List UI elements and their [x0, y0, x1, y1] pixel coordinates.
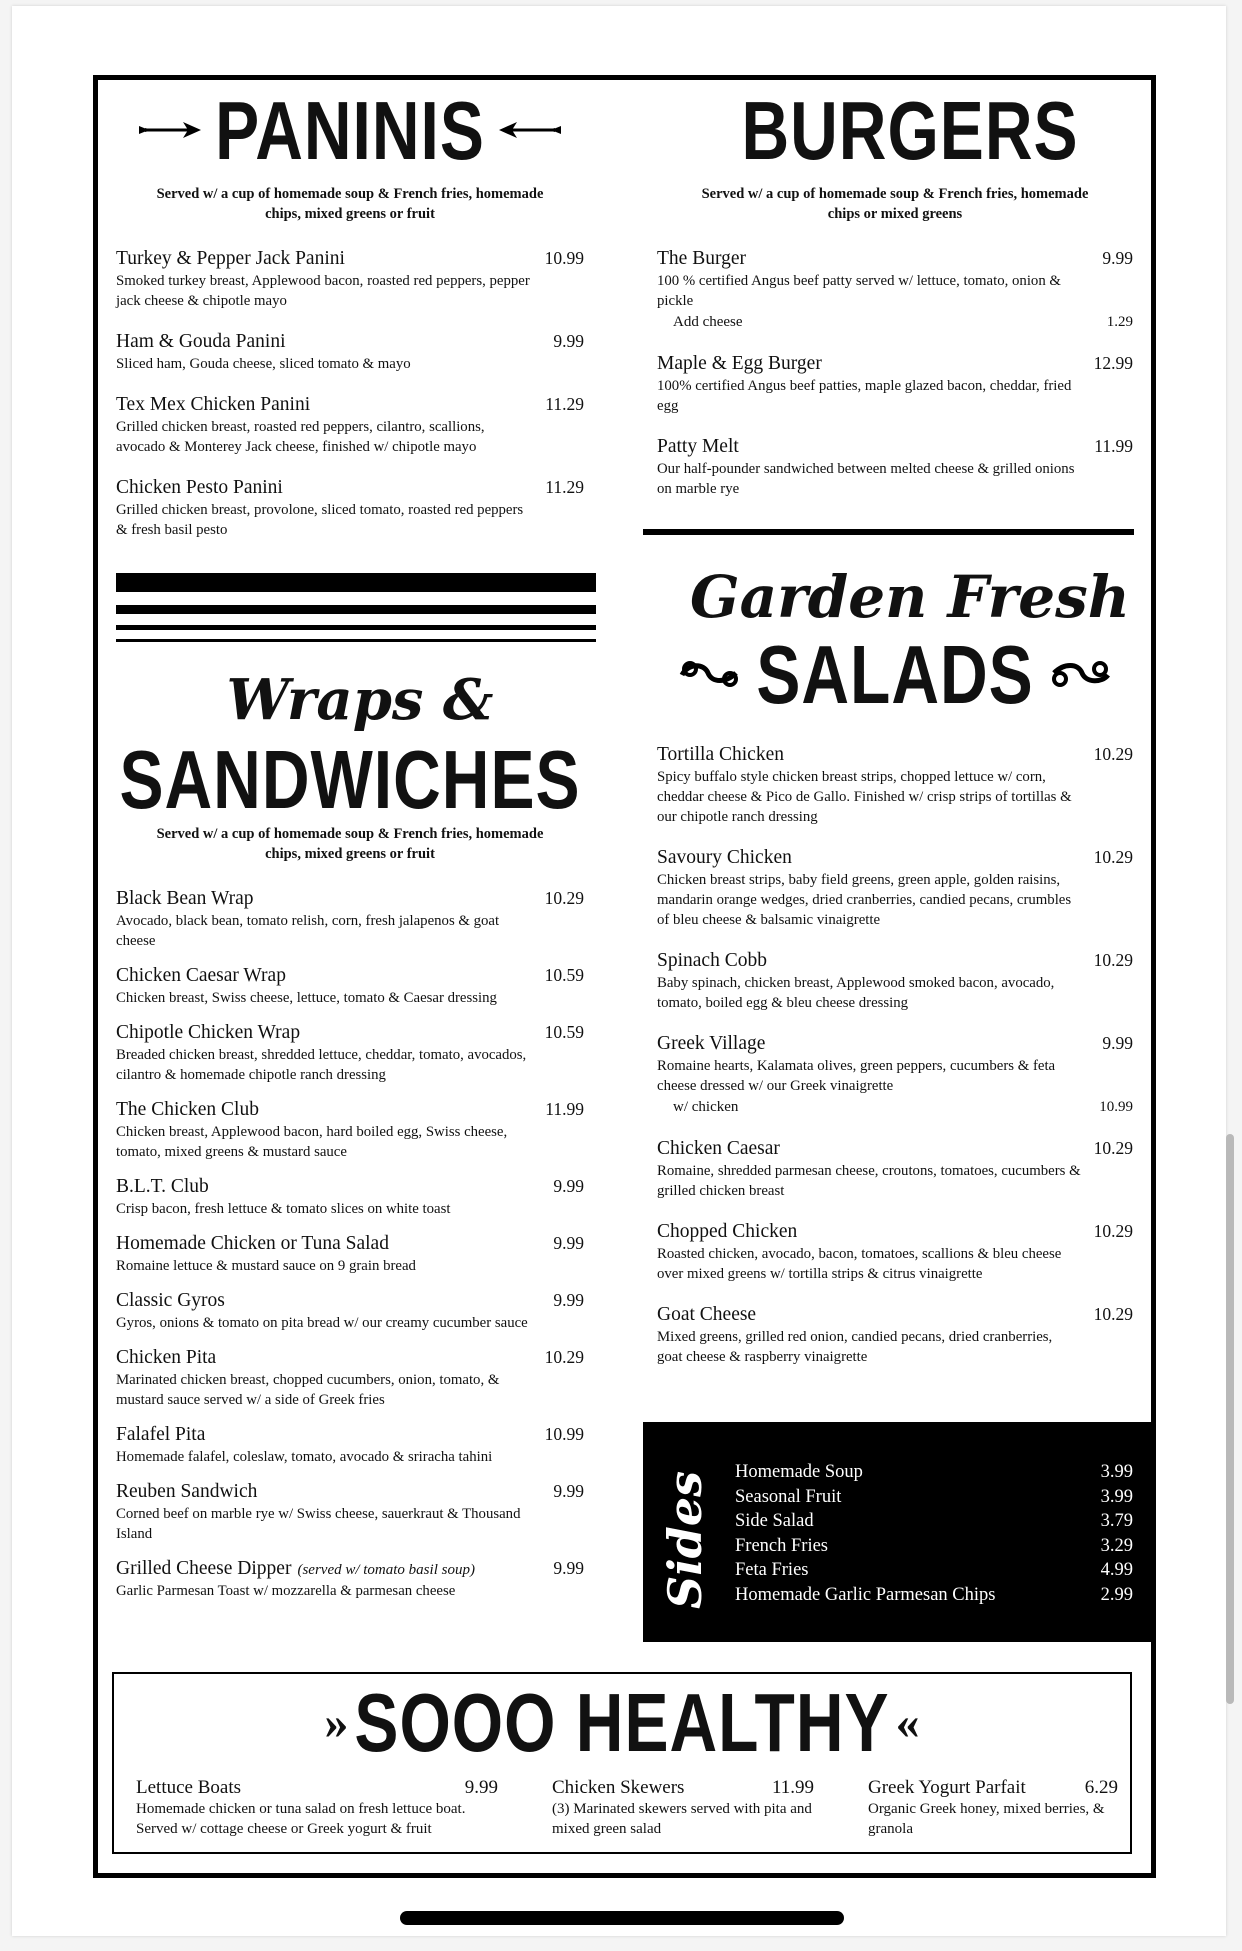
menu-item-name: Classic Gyros — [116, 1290, 225, 1311]
menu-item-name: Falafel Pita — [116, 1424, 206, 1445]
sides-title: Sides — [658, 1470, 712, 1610]
menu-item — [116, 475, 584, 540]
side-item-price: 4.99 — [1100, 1560, 1133, 1581]
wraps-section — [116, 667, 584, 1613]
burgers-banner — [657, 83, 1133, 177]
menu-item-price: 9.99 — [553, 1290, 584, 1310]
sides-box — [643, 1422, 1152, 1642]
menu-item-name: Spinach Cobb — [657, 950, 767, 971]
menu-item-name-wrap — [657, 846, 792, 870]
menu-item-description: Spicy buffalo style chicken breast strips, chopped lettuce w/ corn, cheddar cheese & Pico de Gallo. Finished w/ crisp strips of tortillas & our chipotle ranch dressing — [657, 769, 1072, 825]
side-item-name: Homemade Soup — [735, 1462, 863, 1482]
menu-item-description: 100 % certified Angus beef patty served w/ lettuce, tomato, onion & pickle — [657, 273, 1061, 309]
menu-item-name: The Chicken Club — [116, 1099, 259, 1120]
menu-item-price: 9.99 — [553, 1558, 584, 1578]
menu-item-name: Chicken Caesar — [657, 1138, 780, 1159]
menu-item-price: 9.99 — [1102, 248, 1133, 268]
side-item-name: Seasonal Fruit — [735, 1486, 842, 1507]
healthy-section — [112, 1672, 1132, 1854]
menu-item-name-wrap — [116, 1175, 209, 1199]
menu-item-description: Breaded chicken breast, shredded lettuce, cheddar, tomato, avocados, cilantro & homemade chipotle ranch dressing — [116, 1047, 527, 1083]
menu-item-name: Chicken Pesto Panini — [116, 477, 283, 498]
side-item — [735, 1534, 1133, 1559]
menu-item-description: Chicken breast, Swiss cheese, lettuce, tomato & Caesar dressing — [116, 990, 497, 1006]
menu-item-description: Crisp bacon, fresh lettuce & tomato slices on white toast — [116, 1201, 451, 1217]
salads-section — [657, 563, 1133, 1385]
menu-item-name-wrap — [657, 1032, 765, 1056]
menu-item — [116, 329, 584, 374]
menu-item — [116, 1556, 584, 1601]
menu-item-description: Homemade falafel, coleslaw, tomato, avocado & sriracha tahini — [116, 1449, 493, 1465]
side-item-price: 3.99 — [1100, 1486, 1133, 1507]
menu-item-description: Romaine, shredded parmesan cheese, croutons, tomatoes, cucumbers & grilled chicken breast — [657, 1163, 1081, 1199]
menu-item-name: The Burger — [657, 248, 746, 269]
menu-item-description: Grilled chicken breast, provolone, sliced tomato, roasted red peppers & fresh basil pesto — [116, 502, 524, 538]
menu-item-price: 10.59 — [544, 965, 584, 985]
menu-item-name-wrap — [657, 352, 822, 376]
menu-item-note: (served w/ tomato basil soup) — [297, 1562, 475, 1578]
healthy-banner — [114, 1675, 1130, 1769]
menu-item-name-wrap — [657, 743, 784, 767]
menu-item-description: Garlic Parmesan Toast w/ mozzarella & parmesan cheese — [116, 1583, 456, 1599]
paninis-banner — [116, 83, 584, 177]
decorative-stripes — [116, 573, 596, 653]
menu-item-price: 10.29 — [1093, 1138, 1133, 1158]
menu-item-name: Tortilla Chicken — [657, 744, 784, 765]
menu-item-name-wrap — [116, 330, 286, 354]
menu-item-name: B.L.T. Club — [116, 1176, 209, 1197]
menu-item — [657, 948, 1133, 1013]
menu-item-description: Corned beef on marble rye w/ Swiss cheese, sauerkraut & Thousand Island — [116, 1506, 521, 1542]
menu-item — [657, 845, 1133, 930]
menu-item-name-wrap — [657, 1303, 756, 1327]
menu-item-price: 9.99 — [553, 1481, 584, 1501]
side-item-name: French Fries — [735, 1535, 828, 1556]
menu-item-description: Avocado, black bean, tomato relish, corn, fresh jalapenos & goat cheese — [116, 913, 500, 949]
menu-item-name-wrap — [657, 949, 767, 973]
menu-item-price: 11.29 — [545, 477, 584, 497]
menu-item-description: 100% certified Angus beef patties, maple glazed bacon, cheddar, fried egg — [657, 378, 1072, 414]
menu-item — [116, 1479, 584, 1544]
menu-item-description: Gyros, onions & tomato on pita bread w/ our creamy cucumber sauce — [116, 1315, 528, 1331]
menu-item-name: Goat Cheese — [657, 1304, 757, 1325]
menu-item — [657, 1219, 1133, 1284]
side-item — [735, 1485, 1133, 1510]
healthy-item-price: 9.99 — [464, 1777, 498, 1798]
menu-item-name-wrap — [657, 1137, 780, 1161]
menu-item-name-wrap — [116, 1423, 205, 1447]
side-item-price: 3.99 — [1100, 1462, 1133, 1482]
menu-item-description: Romaine lettuce & mustard sauce on 9 grain bread — [116, 1258, 416, 1274]
wraps-script-title: Wraps & — [226, 667, 494, 733]
wraps-item-list — [116, 886, 584, 1601]
side-item-name: Side Salad — [735, 1511, 814, 1532]
scrollbar[interactable] — [1226, 1134, 1234, 1704]
salads-item-list — [657, 742, 1133, 1367]
salads-banner — [657, 627, 1133, 721]
addon-price: 10.99 — [1099, 1099, 1133, 1115]
menu-item-description: Mixed greens, grilled red onion, candied pecans, dried cranberries, goat cheese & raspberry vinaigrette — [657, 1329, 1053, 1365]
menu-item-name-wrap — [116, 1098, 259, 1122]
menu-item-price: 9.99 — [1102, 1033, 1133, 1053]
menu-item — [116, 392, 584, 457]
side-item-price: 3.29 — [1100, 1535, 1133, 1556]
menu-item-description: Chicken breast, Applewood bacon, hard boiled egg, Swiss cheese, tomato, mixed greens & mustard sauce — [116, 1124, 508, 1160]
menu-item-name: Chopped Chicken — [657, 1221, 798, 1242]
menu-item — [657, 434, 1133, 499]
menu-item-name: Ham & Gouda Panini — [116, 331, 286, 352]
menu-item-name-wrap — [116, 1289, 225, 1313]
salads-title: SALADS — [756, 627, 1034, 721]
salads-script-heading — [657, 563, 1133, 632]
menu-item-price: 9.99 — [553, 1233, 584, 1253]
healthy-item-price: 11.99 — [771, 1777, 814, 1798]
menu-item-price: 10.29 — [1093, 1304, 1133, 1324]
menu-item-price: 10.59 — [544, 1022, 584, 1042]
menu-item-name-wrap — [116, 964, 286, 988]
healthy-close-quote: « — [895, 1695, 920, 1749]
menu-item-description: Baby spinach, chicken breast, Applewood smoked bacon, avocado, tomato, boiled egg & bleu cheese dressing — [657, 975, 1055, 1011]
menu-item-price: 12.99 — [1093, 353, 1133, 373]
wraps-heading — [116, 734, 584, 824]
menu-item-description: Roasted chicken, avocado, bacon, tomatoes, scallions & bleu cheese over mixed greens w/ tortilla strips & citrus vinaigrette — [657, 1246, 1062, 1282]
menu-item-addon — [657, 1096, 1133, 1118]
arrow-right-ornament-icon — [139, 120, 203, 140]
menu-item-price: 10.99 — [544, 248, 584, 268]
home-indicator[interactable] — [400, 1911, 844, 1925]
side-item — [735, 1558, 1133, 1583]
menu-item-price: 10.29 — [1093, 1221, 1133, 1241]
healthy-item-name: Lettuce Boats — [136, 1777, 241, 1798]
sides-label — [655, 1470, 715, 1610]
scroll-ornament-right-icon — [1048, 657, 1112, 691]
menu-item — [116, 1345, 584, 1410]
side-item-price: 3.79 — [1100, 1511, 1133, 1532]
healthy-item — [552, 1777, 814, 1839]
menu-item — [116, 963, 584, 1008]
menu-item-name-wrap — [657, 247, 746, 271]
menu-item-price: 11.29 — [545, 394, 584, 414]
addon-price: 1.29 — [1106, 314, 1133, 330]
healthy-item-desc: (3) Marinated skewers served with pita and mixed green salad — [552, 1801, 812, 1837]
menu-item-description: Chicken breast strips, baby field greens, green apple, golden raisins, mandarin orange wedges, dried cranberries, candied pecans, crumbles of bleu cheese & balsamic vinaigrette — [657, 872, 1072, 928]
paninis-item-list — [116, 246, 584, 540]
menu-item-price: 9.99 — [553, 1176, 584, 1196]
menu-item-price: 11.99 — [545, 1099, 584, 1119]
menu-item-name: Patty Melt — [657, 436, 739, 457]
side-item — [735, 1509, 1133, 1534]
menu-item-price: 10.99 — [544, 1424, 584, 1444]
healthy-item — [868, 1777, 1118, 1839]
menu-item-name: Tex Mex Chicken Panini — [116, 394, 311, 415]
menu-item-name-wrap — [116, 393, 310, 417]
menu-item-addon — [657, 311, 1133, 333]
menu-item-name-wrap — [116, 1557, 475, 1581]
menu-item-description: Sliced ham, Gouda cheese, sliced tomato & mayo — [116, 356, 411, 372]
menu-item-name: Chipotle Chicken Wrap — [116, 1022, 301, 1043]
menu-item-price: 10.29 — [544, 888, 584, 908]
menu-item-name: Maple & Egg Burger — [657, 353, 822, 374]
menu-item-name-wrap — [116, 476, 283, 500]
menu-item-name: Reuben Sandwich — [116, 1481, 258, 1502]
healthy-open-quote: » — [324, 1695, 349, 1749]
menu-item — [116, 1231, 584, 1276]
menu-item — [657, 1031, 1133, 1118]
menu-item — [116, 1020, 584, 1085]
addon-label: Add cheese — [673, 314, 743, 330]
menu-item-price: 10.29 — [1093, 847, 1133, 867]
menu-item — [657, 742, 1133, 827]
healthy-item-desc: Homemade chicken or tuna salad on fresh lettuce boat. Served w/ cottage cheese or Greek yogurt & fruit — [136, 1801, 466, 1837]
burgers-title: BURGERS — [741, 83, 1079, 177]
side-item — [735, 1583, 1133, 1608]
menu-item-description: Our half-pounder sandwiched between melted cheese & grilled onions on marble rye — [657, 461, 1075, 497]
menu-item-name-wrap — [116, 1480, 257, 1504]
menu-item-name: Turkey & Pepper Jack Panini — [116, 248, 345, 269]
menu-item-name: Grilled Cheese Dipper — [116, 1558, 292, 1579]
menu-item-price: 10.29 — [544, 1347, 584, 1367]
side-item-name: Homemade Garlic Parmesan Chips — [735, 1584, 996, 1605]
burgers-served-note: Served w/ a cup of homemade soup & French fries, homemade chips or mixed greens — [701, 186, 1089, 222]
menu-item-name: Savoury Chicken — [657, 847, 792, 868]
addon-label: w/ chicken — [673, 1099, 739, 1115]
side-item-price: 2.99 — [1100, 1584, 1133, 1605]
paninis-served-note: Served w/ a cup of homemade soup & French fries, homemade chips, mixed greens or fruit — [156, 186, 544, 222]
menu-item — [116, 886, 584, 951]
wraps-served-note: Served w/ a cup of homemade soup & French fries, homemade chips, mixed greens or fruit — [156, 826, 544, 862]
burgers-divider — [643, 529, 1134, 535]
menu-item-name: Homemade Chicken or Tuna Salad — [116, 1233, 389, 1254]
menu-item-price: 9.99 — [553, 331, 584, 351]
menu-item-price: 11.99 — [1094, 436, 1133, 456]
scroll-ornament-left-icon — [678, 657, 742, 691]
healthy-item-desc: Organic Greek honey, mixed berries, & granola — [868, 1801, 1105, 1837]
menu-item-price: 10.29 — [1093, 744, 1133, 764]
menu-item — [657, 1136, 1133, 1201]
healthy-item-name: Chicken Skewers — [552, 1777, 685, 1798]
menu-item-name: Chicken Caesar Wrap — [116, 965, 286, 986]
menu-item-name: Greek Village — [657, 1033, 766, 1054]
menu-item-name: Chicken Pita — [116, 1347, 217, 1368]
menu-item — [116, 1097, 584, 1162]
wraps-script-heading — [116, 667, 584, 734]
menu-item-name-wrap — [116, 1346, 216, 1370]
wraps-title: SANDWICHES — [119, 732, 581, 826]
menu-item-name-wrap — [116, 247, 345, 271]
sides-list — [735, 1460, 1133, 1608]
side-item-name: Feta Fries — [735, 1560, 809, 1581]
menu-item — [657, 351, 1133, 416]
arrow-left-ornament-icon — [497, 120, 561, 140]
menu-item-name-wrap — [116, 1021, 300, 1045]
menu-item — [116, 1288, 584, 1333]
menu-item — [116, 1422, 584, 1467]
menu-item-name-wrap — [116, 1232, 389, 1256]
menu-item — [116, 246, 584, 311]
burgers-item-list — [657, 246, 1133, 499]
menu-item — [657, 246, 1133, 333]
menu-item — [116, 1174, 584, 1219]
menu-item-description: Romaine hearts, Kalamata olives, green peppers, cucumbers & feta cheese dressed w/ our Greek vinaigrette — [657, 1058, 1056, 1094]
healthy-item — [136, 1777, 498, 1839]
menu-item-name-wrap — [657, 1220, 797, 1244]
menu-item-description: Grilled chicken breast, roasted red peppers, cilantro, scallions, avocado & Monterey Jack cheese, finished w/ chipotle mayo — [116, 419, 485, 455]
burgers-section — [657, 83, 1133, 517]
salads-script-title: Garden Fresh — [690, 563, 1130, 631]
menu-item-description: Marinated chicken breast, chopped cucumbers, onion, tomato, & mustard sauce served w/ a side of Greek fries — [116, 1372, 500, 1408]
healthy-item-name: Greek Yogurt Parfait — [868, 1777, 1026, 1798]
menu-item-description: Smoked turkey breast, Applewood bacon, roasted red peppers, pepper jack cheese & chipotle mayo — [116, 273, 530, 309]
menu-item-name: Black Bean Wrap — [116, 888, 254, 909]
paninis-title: PANINIS — [215, 83, 485, 177]
healthy-item-price: 6.29 — [1084, 1777, 1118, 1798]
menu-item — [657, 1302, 1133, 1367]
menu-item-name-wrap — [657, 435, 739, 459]
healthy-title: SOOO HEALTHY — [354, 1675, 890, 1769]
menu-item-name-wrap — [116, 887, 253, 911]
menu-item-price: 10.29 — [1093, 950, 1133, 970]
paninis-section — [116, 83, 584, 558]
side-item — [735, 1460, 1133, 1485]
